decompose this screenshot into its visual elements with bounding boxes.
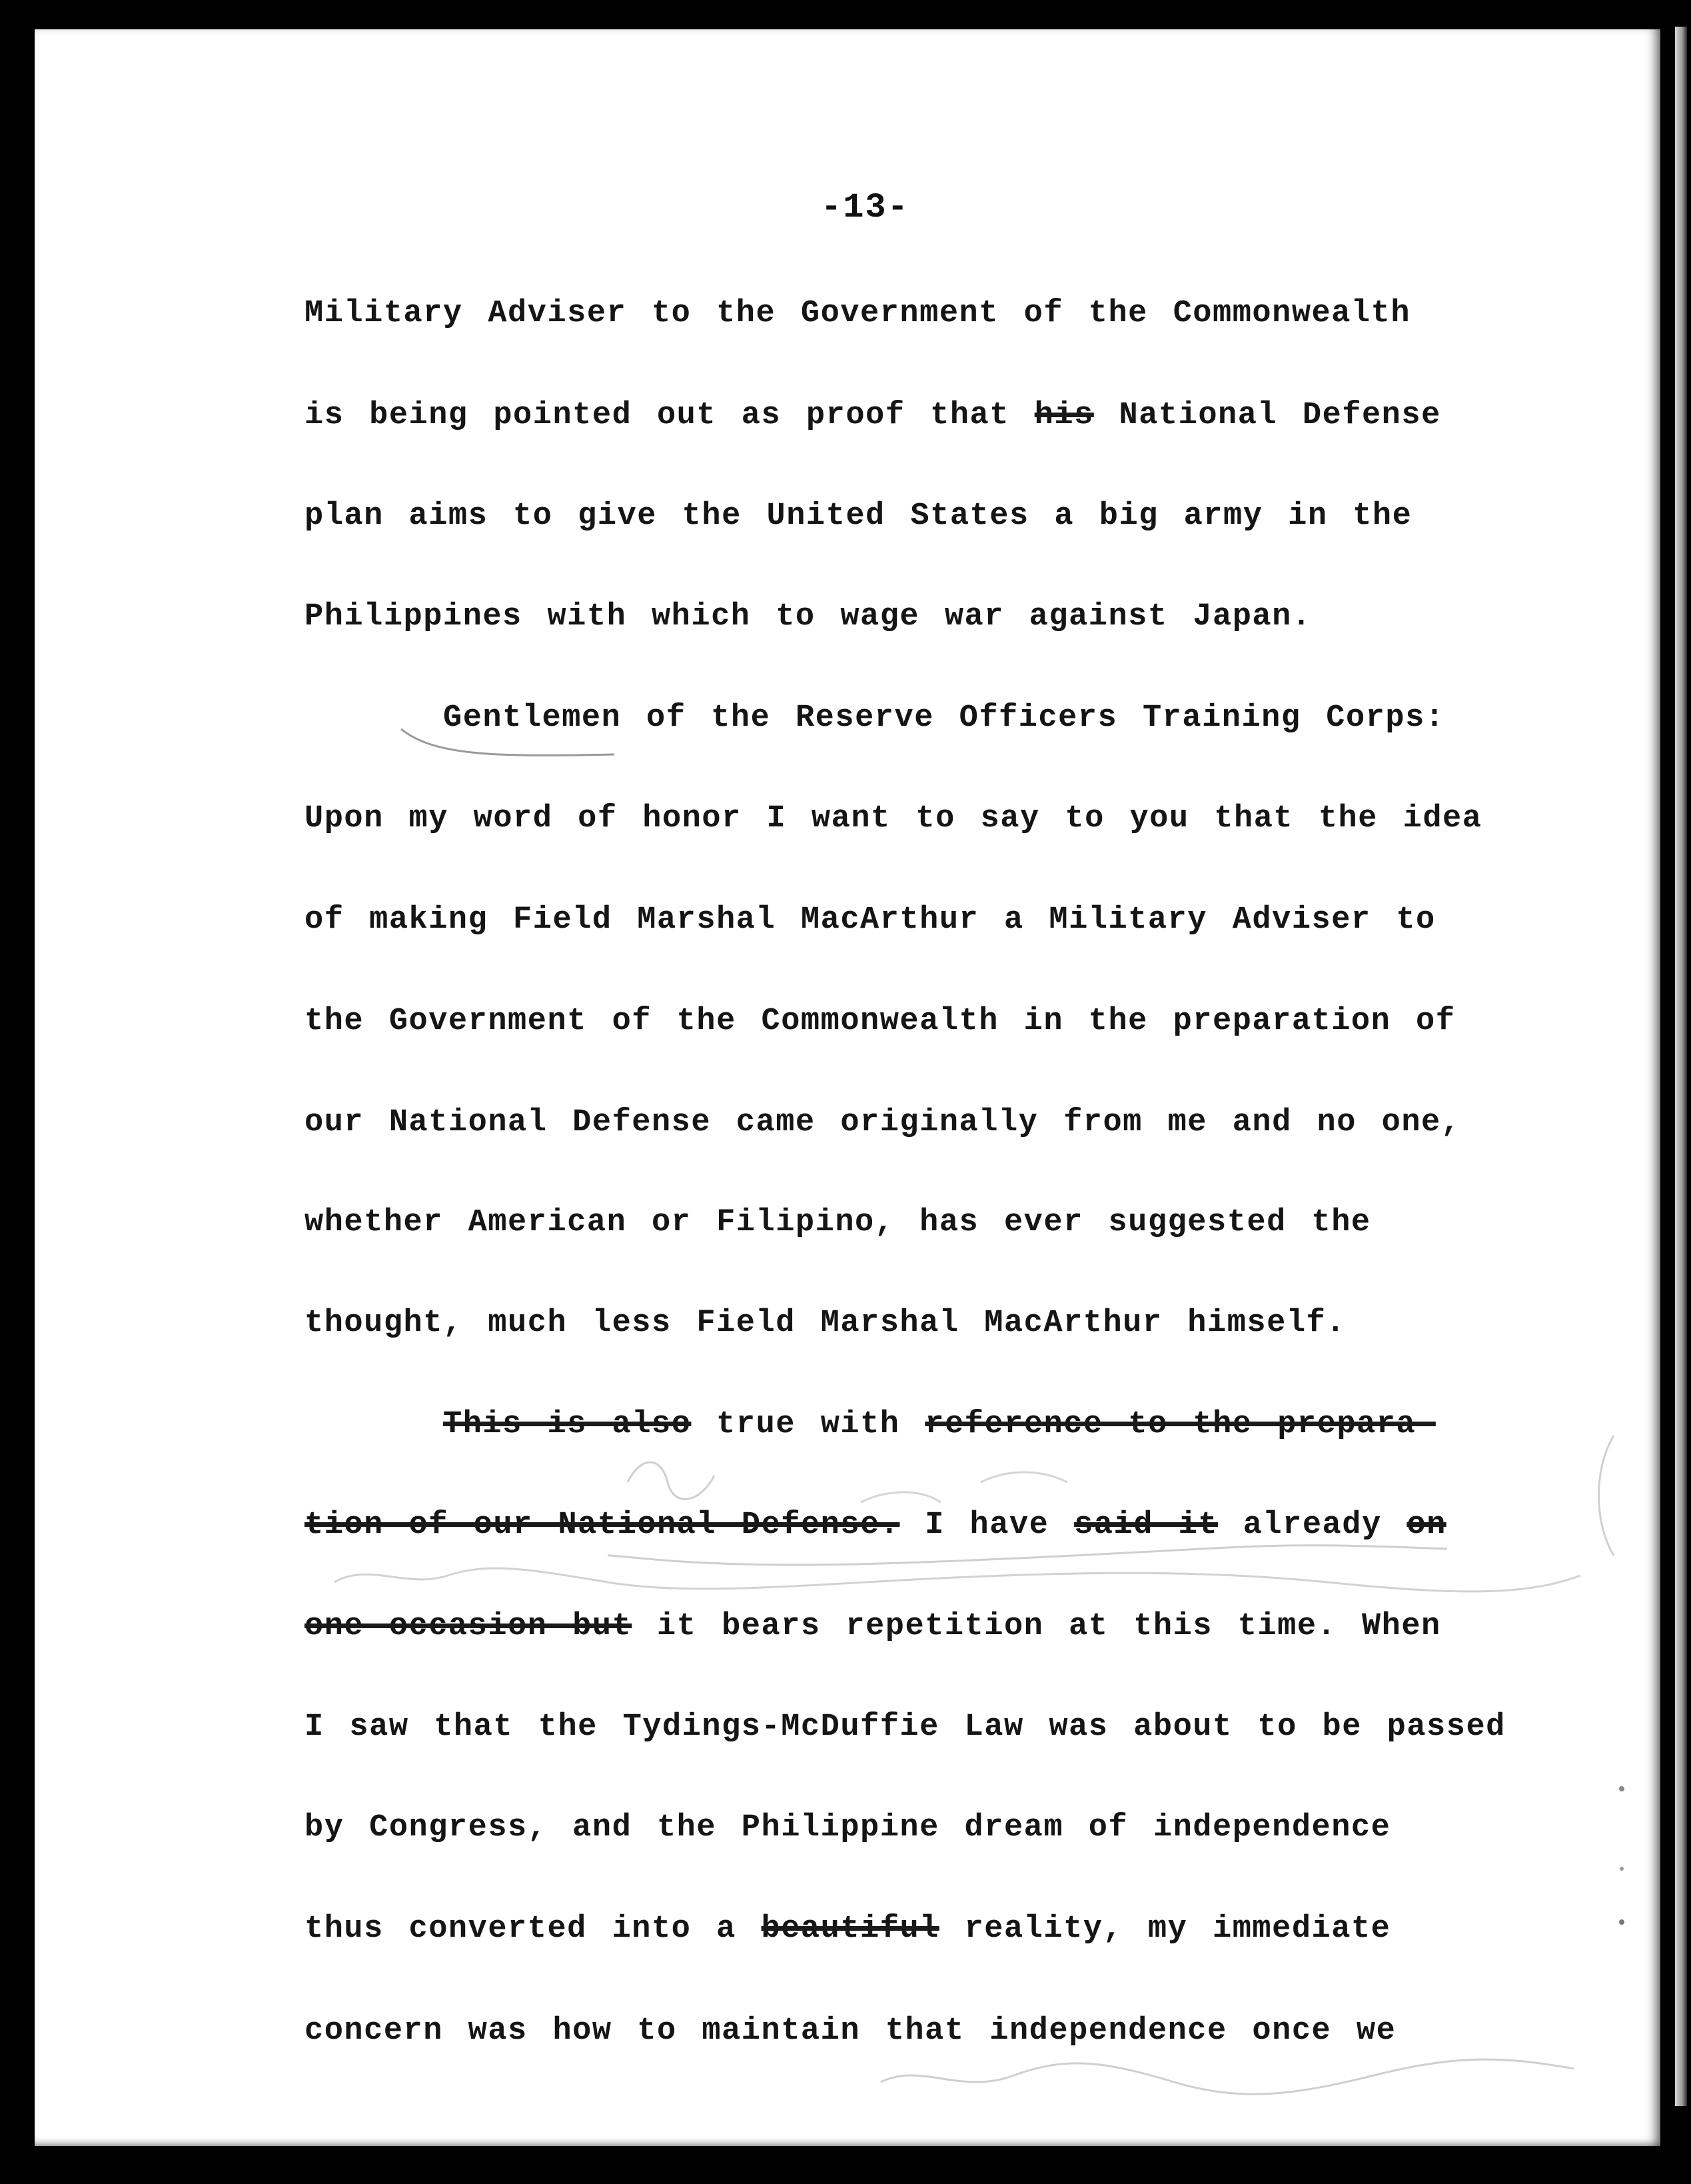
struck-word: beautiful [761, 1911, 939, 1947]
text-line-10: whether American or Filipino, has ever suggested the [304, 1205, 1371, 1240]
para2-line-4: I saw that the Tydings-McDuffie Law was about to be passed [304, 1709, 1506, 1745]
pencil-underline-mark [394, 716, 621, 762]
struck-word: his [1034, 398, 1094, 433]
pencil-handwriting-mark [867, 2035, 1600, 2109]
page-edge-shadow [1675, 27, 1687, 2106]
text-fragment: is being pointed out as proof that [304, 398, 1035, 433]
para2-line-5: by Congress, and the Philippine dream of independence [304, 1810, 1391, 1845]
text-line-7: of making Field Marshal MacArthur a Military Adviser to [304, 902, 1436, 938]
struck-phrase: reference to the prepara- [925, 1407, 1436, 1442]
pencil-handwriting-mark [328, 1556, 1594, 1609]
text-fragment: true with [691, 1407, 925, 1442]
page-number: -13- [821, 188, 909, 227]
text-fragment: reality, my immediate [939, 1911, 1391, 1947]
text-line-9: our National Defense came originally from me and no one, [304, 1105, 1461, 1140]
text-fragment: it bears repetition at this time. When [632, 1609, 1441, 1644]
struck-phrase: This is also [443, 1407, 692, 1442]
pencil-bracket-mark [1587, 1429, 1627, 1562]
salutation-line: Gentlemen of the Reserve Officers Training Corps: [443, 700, 1445, 736]
text-fragment: I have [899, 1508, 1075, 1543]
text-line-6: Upon my word of honor I want to say to you that the idea [304, 801, 1482, 836]
margin-dots-mark [1615, 1775, 1628, 1935]
text-line-8: the Government of the Commonwealth in the preparation of [304, 1004, 1456, 1039]
struck-phrase: on [1407, 1508, 1446, 1543]
text-fragment: National Defense [1093, 398, 1441, 433]
text-line-2 [304, 398, 1441, 433]
para2-line-6 [304, 1911, 1391, 1947]
struck-phrase: one occasion but [304, 1609, 632, 1644]
text-line-3: plan aims to give the United States a big army in the [304, 499, 1412, 534]
text-line-4: Philippines with which to wage war against Japan. [304, 599, 1312, 634]
para2-line-3 [304, 1609, 1441, 1644]
text-line-1: Military Adviser to the Government of the Commonwealth [304, 296, 1411, 331]
struck-phrase: tion of our National Defense. [304, 1508, 900, 1543]
text-fragment: already [1218, 1508, 1407, 1543]
document-page [35, 29, 1660, 2146]
text-line-11: thought, much less Field Marshal MacArthur himself. [304, 1306, 1346, 1341]
para2-line-1 [443, 1407, 1436, 1442]
struck-phrase: said it [1074, 1508, 1219, 1543]
para2-line-7: concern was how to maintain that independence once we [304, 2013, 1397, 2049]
text-fragment: thus converted into a [304, 1911, 762, 1947]
